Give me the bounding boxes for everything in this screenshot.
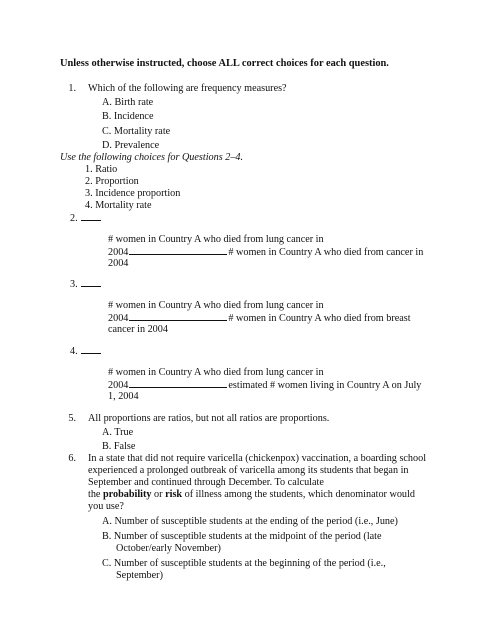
question-text: All proportions are ratios, but not all ratios are proportions. xyxy=(88,413,330,424)
question-number: 3. xyxy=(70,278,101,292)
fraction-numerator: # women in Country A who died from lung cancer in xyxy=(108,234,324,245)
shared-choice: 1. Ratio xyxy=(85,164,118,175)
option-c-continued[interactable]: September) xyxy=(116,570,163,581)
fraction-tail: 2004 xyxy=(108,258,129,269)
fraction-tail: 1, 2004 xyxy=(108,391,139,402)
question-line: In a state that did not require varicella (chickenpox) vaccination, a boarding school xyxy=(88,453,427,464)
option-b[interactable]: B. False xyxy=(102,441,136,452)
fraction-row: 2004 # women in Country A who died from breast xyxy=(108,313,411,324)
option-a[interactable]: A. Birth rate xyxy=(102,97,154,108)
fraction-numerator: # women in Country A who died from lung cancer in xyxy=(108,300,324,311)
instructions: Unless otherwise instructed, choose ALL correct choices for each question. xyxy=(60,58,389,69)
fraction-bar xyxy=(129,379,227,388)
shared-choice: 4. Mortality rate xyxy=(85,200,152,211)
option-b[interactable]: B. Incidence xyxy=(102,111,154,122)
question-line: experienced a prolonged outbreak of varicella among its students that began in xyxy=(88,465,409,476)
fraction-numerator: # women in Country A who died from lung cancer in xyxy=(108,367,324,378)
fraction-bar xyxy=(129,312,227,321)
question-number: 2. xyxy=(70,212,101,226)
fraction-row: 2004 estimated # women living in Country A on July xyxy=(108,380,422,391)
emphasis-probability: probability xyxy=(103,489,152,500)
option-a[interactable]: A. True xyxy=(102,427,134,438)
fraction-bar xyxy=(129,246,227,255)
question-number: 4. xyxy=(70,345,101,359)
fraction-row: 2004 # women in Country A who died from cancer in xyxy=(108,247,424,258)
shared-intro: Use the following choices for Questions 2–4. xyxy=(60,152,244,163)
question-line: you use? xyxy=(88,501,124,512)
question-line: September and continued through December. To calculate xyxy=(88,477,324,488)
answer-blank[interactable] xyxy=(81,345,101,354)
answer-blank[interactable] xyxy=(81,278,101,287)
shared-choice: 2. Proportion xyxy=(85,176,139,187)
option-c[interactable]: C. Mortality rate xyxy=(102,126,171,137)
answer-blank[interactable] xyxy=(81,212,101,221)
question-number: 6. xyxy=(68,453,76,464)
option-d[interactable]: D. Prevalence xyxy=(102,140,160,151)
shared-choice: 3. Incidence proportion xyxy=(85,188,181,199)
question-number: 1. xyxy=(68,83,76,94)
emphasis-risk: risk xyxy=(165,489,183,500)
question-text: Which of the following are frequency measures? xyxy=(88,83,287,94)
question-line: the probability or risk of illness among the students, which denominator would xyxy=(88,489,415,500)
option-a[interactable]: A. Number of susceptible students at the ending of the period (i.e., June) xyxy=(102,516,398,527)
question-number: 5. xyxy=(68,413,76,424)
option-b-continued[interactable]: October/early November) xyxy=(116,543,221,554)
fraction-tail: cancer in 2004 xyxy=(108,324,168,335)
option-c[interactable]: C. Number of susceptible students at the beginning of the period (i.e., xyxy=(102,558,386,569)
option-b[interactable]: B. Number of susceptible students at the midpoint of the period (late xyxy=(102,531,382,542)
